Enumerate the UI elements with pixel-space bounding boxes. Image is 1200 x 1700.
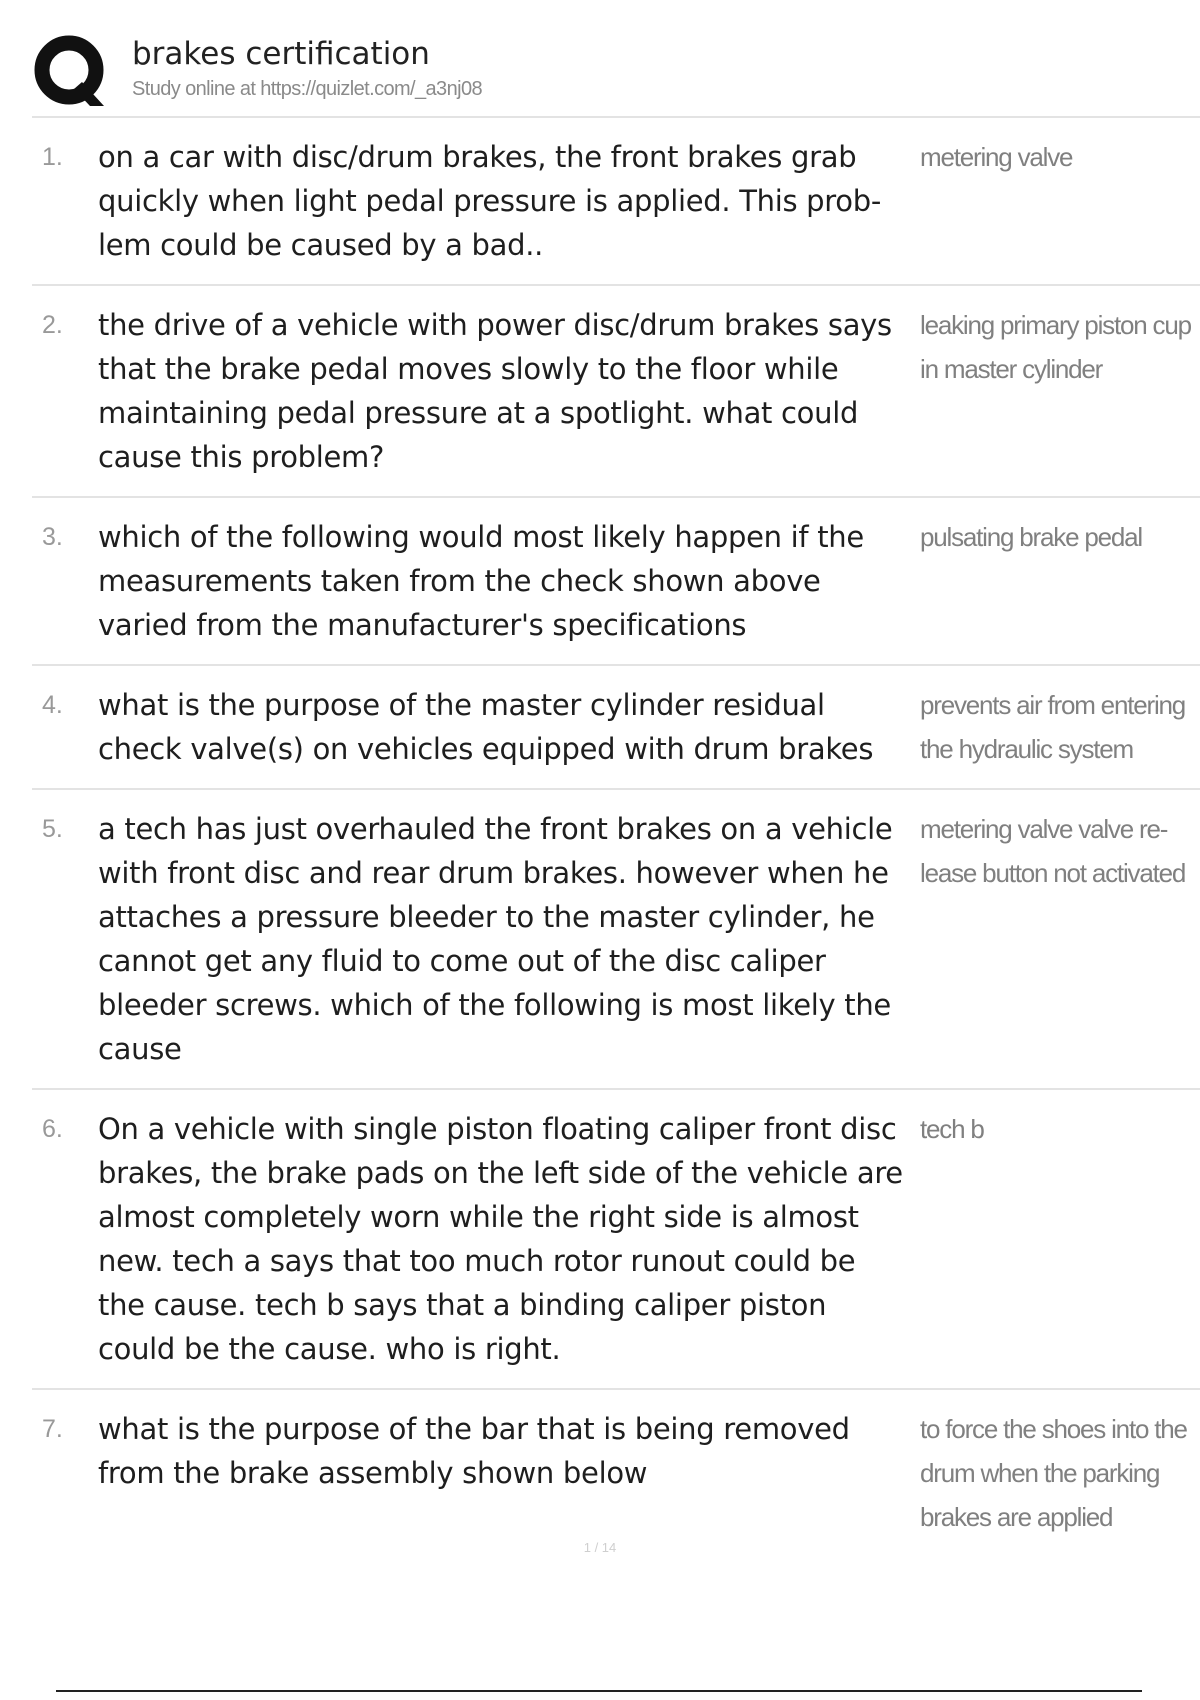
card-term: what is the purpose of the master cylinder residual check valve(s) on vehicles equipped with drum brakes (98, 688, 874, 766)
card-definition: tech b (920, 1114, 984, 1144)
card-definition: leaking primary piston cup in master cylinder (920, 310, 1191, 384)
card-term: a tech has just overhauled the front brakes on a vehicle with front disc and rear drum brakes. however when he attaches a pressure bleeder to the master cylinder, he cannot get any fluid to come out of the disc caliper bleeder screws. which of the following is most likely the cause (98, 812, 893, 1066)
quizlet-logo-icon (32, 32, 110, 110)
page-title: brakes certification (132, 36, 430, 72)
card-definition: pulsating brake pedal (920, 522, 1142, 552)
card-term: what is the purpose of the bar that is being removed from the brake assembly shown below (98, 1412, 850, 1490)
flashcard-row (32, 498, 1200, 666)
card-term: on a car with disc/drum brakes, the front brakes grab quickly when light pedal pressure is applied. This prob- lem could be caused by a bad.. (98, 140, 881, 262)
card-number: 7. (42, 1415, 63, 1443)
header (32, 28, 1200, 118)
card-number: 5. (42, 815, 63, 843)
flashcard-row (32, 1090, 1200, 1390)
card-definition: prevents air from entering the hydraulic system (920, 690, 1186, 764)
flashcard-row (32, 118, 1200, 286)
card-number: 1. (42, 143, 63, 171)
card-number: 2. (42, 311, 63, 339)
flashcard-list (32, 118, 1200, 1556)
card-number: 4. (42, 691, 63, 719)
title-block (132, 28, 482, 102)
card-definition: metering valve (920, 142, 1073, 172)
flashcard-row (32, 286, 1200, 498)
card-term: On a vehicle with single piston floating caliper front disc brakes, the brake pads on the left side of the vehicle are almost completely worn while the right side is almost new. tech a says that too much rotor runout could be the cause. tech b says that a binding caliper piston could be the cause. who is right. (98, 1112, 903, 1366)
study-sheet (32, 28, 1200, 1556)
flashcard-row (32, 790, 1200, 1090)
card-term: the drive of a vehicle with power disc/drum brakes says that the brake pedal moves slowly to the floor while maintaining pedal pressure at a spotlight. what could cause this problem? (98, 308, 892, 474)
card-term: which of the following would most likely happen if the measurements taken from the check shown above varied from the manufacturer's specifications (98, 520, 864, 642)
flashcard-row (32, 1390, 1200, 1556)
flashcard-row (32, 666, 1200, 790)
card-number: 6. (42, 1115, 63, 1143)
page-number: 1 / 14 (583, 1540, 617, 1555)
card-definition: to force the shoes into the drum when the parking brakes are applied (920, 1414, 1187, 1532)
card-number: 3. (42, 523, 63, 551)
study-online-link[interactable]: Study online at https://quizlet.com/_a3nj08 (132, 78, 482, 100)
card-definition: metering valve valve re- lease button not activated (920, 814, 1186, 888)
bottom-divider (56, 1690, 1142, 1692)
